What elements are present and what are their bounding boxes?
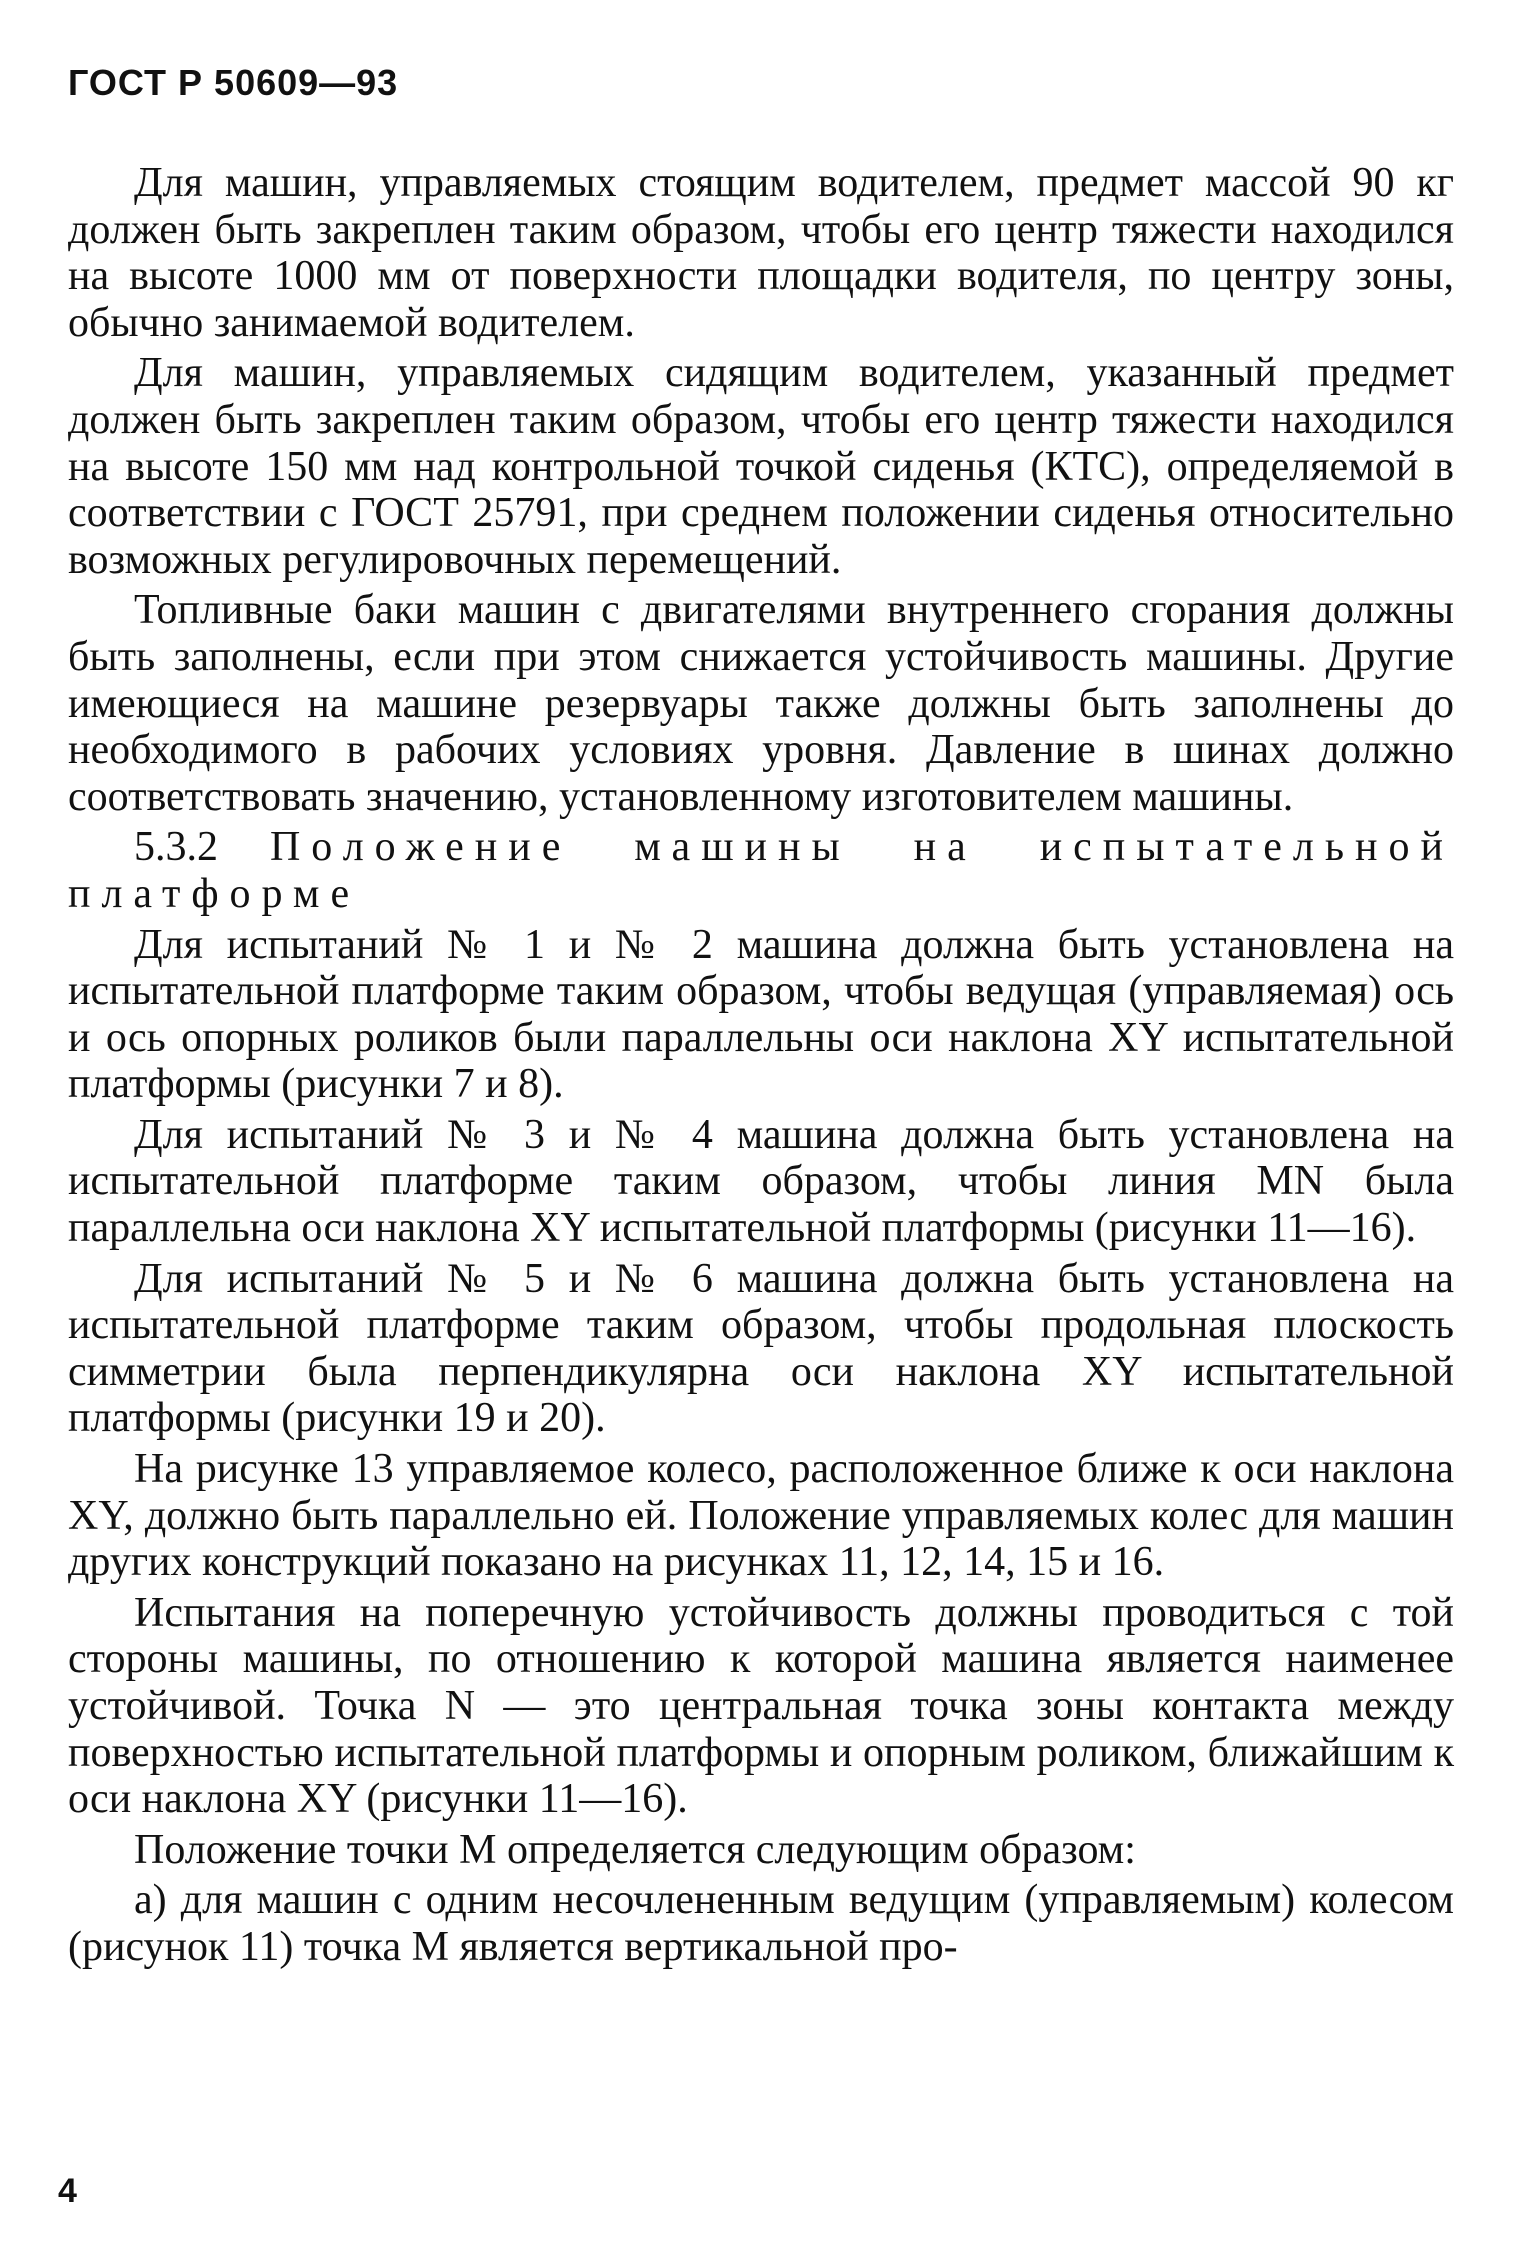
paragraph-tests-1-2: Для испытаний № 1 и № 2 машина должна быть установлена на испытательной платформе таким образом, чтобы ведущая (управляемая) ось и ось опорных роликов были параллельны оси наклона XY испытательной платформы (рисунки 7 и 8). <box>68 921 1454 1108</box>
body-text <box>68 160 1454 1971</box>
paragraph-tests-5-6: Для испытаний № 5 и № 6 машина должна быть установлена на испытательной платформе таким образом, чтобы продольная плоскость симметрии была перпендикулярна оси наклона XY испытательной платформы (рисунки 19 и 20). <box>68 1255 1454 1442</box>
paragraph-point-m: Положение точки M определяется следующим образом: <box>134 1826 1136 1873</box>
paragraph-tests-3-4: Для испытаний № 3 и № 4 машина должна быть установлена на испытательной платформе таким образом, чтобы линия MN была параллельна оси наклона XY испытательной платформы (рисунки 11—16). <box>68 1111 1454 1252</box>
page-number: 4 <box>58 2172 77 2210</box>
paragraph-item-a: а) для машин с одним несочлененным ведущим (управляемым) колесом (рисунок 11) точка M является вертикальной про- <box>68 1877 1454 1970</box>
paragraph-standing-operator: Для машин, управляемых стоящим водителем, предмет массой 90 кг должен быть закреплен таким образом, чтобы его центр тяжести находился на высоте 1000 мм от поверхности площадки водителя, по центру зоны, обычно занимаемой водителем. <box>68 160 1454 346</box>
standard-header: ГОСТ Р 50609—93 <box>68 62 399 103</box>
paragraph-seated-operator: Для машин, управляемых сидящим водителем, указанный предмет должен быть закреплен таким образом, чтобы его центр тяжести находился на высоте 150 мм над контрольной точкой сиденья (КТС), определяемой в соответствии с ГОСТ 25791, при среднем положении сиденья относительно возможных регулировочных перемещений. <box>68 350 1454 583</box>
section-heading <box>68 824 1454 917</box>
section-number: 5.3.2 <box>134 824 218 871</box>
paragraph-figure-13: На рисунке 13 управляемое колесо, расположенное ближе к оси наклона XY, должно быть параллельно ей. Положение управляемых колес для машин других конструкций показано на рисунках 11, 12, 14, 15 и 16. <box>68 1446 1454 1586</box>
section-title: Положение машины на испытательной платформе <box>68 824 1454 917</box>
paragraph-fuel-tanks: Топливные баки машин с двигателями внутреннего сгорания должны быть заполнены, если при этом снижается устойчивость машины. Другие имеющиеся на машине резервуары также должны быть заполнены до необходимого в рабочих условиях уровня. Давление в шинах должно соответствовать значению, установленному изготовителем машины. <box>68 587 1454 820</box>
paragraph-lateral-stability: Испытания на поперечную устойчивость должны проводиться с той стороны машины, по отношению к которой машина является наименее устойчивой. Точка N — это центральная точка зоны контакта между поверхностью испытательной платформы и опорным роликом, ближайшим к оси наклона XY (рисунки 11—16). <box>68 1589 1454 1823</box>
